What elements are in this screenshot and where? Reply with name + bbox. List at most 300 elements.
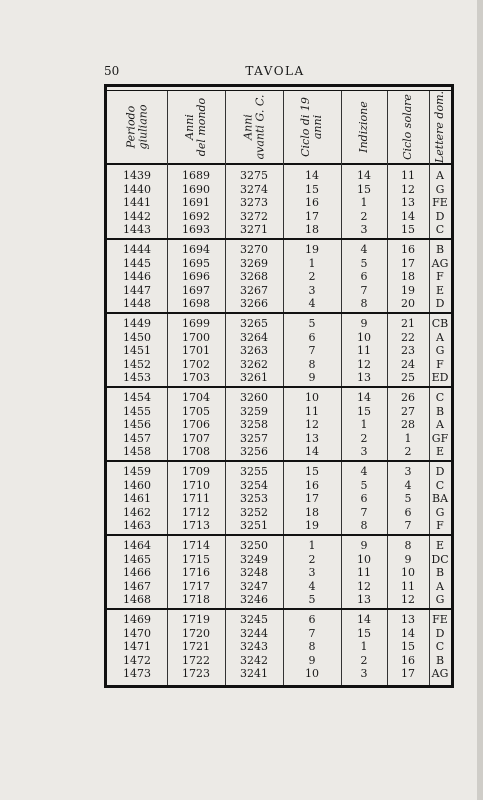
table-cell: 1709	[182, 465, 210, 478]
table-cell: FE	[432, 613, 448, 626]
table-cell: 14	[401, 209, 415, 223]
table-cell: 11	[305, 404, 319, 418]
table-cell: 13	[357, 371, 371, 385]
page-header	[104, 64, 446, 80]
table-cell: 24	[401, 357, 415, 371]
table-cell: 1	[404, 431, 412, 445]
page-number: 50	[104, 64, 120, 78]
table-cell: 3249	[240, 552, 268, 566]
table-cell: 11	[357, 566, 371, 580]
table-cell: 1451	[123, 344, 151, 358]
table-row	[107, 445, 451, 459]
table-row	[107, 627, 451, 641]
table-cell: 21	[401, 317, 415, 330]
table-row	[107, 566, 451, 580]
table-cell: 1	[360, 418, 368, 432]
table-cell: 2	[360, 431, 368, 445]
table-cell: 12	[401, 593, 415, 607]
table-cell: 3266	[240, 297, 268, 311]
column-header	[167, 91, 225, 163]
table-cell: 1450	[123, 330, 151, 344]
table-cell: 1721	[182, 640, 210, 654]
table-cell: 4	[308, 579, 316, 593]
column-header-label: Anni del mondo	[183, 97, 208, 157]
table-cell: 14	[357, 613, 371, 626]
table-cell: 14	[305, 169, 319, 182]
table-cell: 5	[404, 492, 412, 506]
table-cell: 8	[404, 539, 412, 552]
table-cell: 1712	[182, 505, 210, 519]
table-cell: 1715	[182, 552, 210, 566]
table-cell: 2	[360, 653, 368, 667]
table-cell: 13	[357, 593, 371, 607]
table-row	[107, 210, 451, 224]
table-cell: 1462	[123, 505, 151, 519]
table-cell: 3273	[240, 196, 268, 210]
table-cell: 1	[308, 256, 316, 270]
table-cell: 11	[401, 169, 415, 182]
table-cell: 1716	[182, 566, 210, 580]
table-cell: D	[435, 297, 445, 311]
table-cell: 13	[401, 613, 415, 626]
table-row	[107, 405, 451, 419]
table-cell: 1441	[123, 196, 151, 210]
table-cell: 17	[305, 492, 319, 506]
table-cell: 6	[308, 613, 316, 626]
table-cell: E	[435, 283, 445, 297]
table-cell: 1710	[182, 478, 210, 492]
table-cell: 10	[357, 330, 371, 344]
column-header-label: Ciclo di 19 anni	[299, 97, 325, 157]
table-cell: 1440	[123, 182, 151, 196]
column-header-label: Periodo giuliano	[123, 104, 149, 150]
table-cell: 3	[404, 465, 412, 478]
table-cell: 11	[357, 344, 371, 358]
page-edge	[477, 0, 483, 800]
table-cell: 18	[401, 270, 415, 284]
table-cell: 3247	[240, 579, 268, 593]
table-cell: 2	[308, 270, 316, 284]
table-cell: 1444	[123, 243, 151, 256]
table-cell: 3265	[240, 317, 268, 330]
table-cell: 10	[357, 552, 371, 566]
table-cell: 3257	[240, 431, 268, 445]
table-cell: 1701	[182, 344, 210, 358]
table-cell: A	[436, 330, 444, 344]
table-cell: C	[435, 391, 445, 404]
table-cell: 12	[357, 579, 371, 593]
table-cell: 14	[357, 169, 371, 182]
table-cell: 2	[308, 552, 316, 566]
table-cell: 5	[360, 478, 368, 492]
table-cell: 1697	[182, 283, 210, 297]
table-cell: 15	[305, 182, 319, 196]
table-cell: 1719	[182, 613, 210, 626]
table-cell: 1708	[182, 445, 210, 459]
table-cell: 9	[360, 317, 368, 330]
table-cell: 1700	[182, 330, 210, 344]
table-cell: 10	[401, 566, 415, 580]
table-cell: B	[435, 243, 445, 256]
column-header-label: Lettere dom.	[433, 90, 446, 164]
table-cell: 1706	[182, 418, 210, 432]
table-cell: 1693	[182, 223, 210, 237]
table-cell: 3243	[240, 640, 268, 654]
table-cell: 15	[357, 404, 371, 418]
group-rule	[107, 386, 451, 388]
table-cell: 1717	[182, 579, 210, 593]
table-cell: 16	[401, 653, 415, 667]
table-row	[107, 169, 451, 183]
table-cell: 3	[360, 223, 368, 237]
table-cell: 8	[308, 357, 316, 371]
table-row	[107, 418, 451, 432]
table-cell: 4	[360, 243, 368, 256]
table-row	[107, 344, 451, 358]
table-cell: E	[435, 539, 445, 552]
table-cell: 15	[401, 640, 415, 654]
table-cell: E	[435, 445, 445, 459]
table-row	[107, 465, 451, 479]
table-cell: D	[435, 209, 445, 223]
table-cell: 1722	[182, 653, 210, 667]
table-cell: 6	[360, 270, 368, 284]
table-cell: B	[435, 566, 445, 580]
table-cell: 3251	[240, 519, 268, 533]
table-cell: D	[435, 626, 445, 640]
table-row	[107, 580, 451, 594]
table-cell: C	[435, 640, 445, 654]
table-cell: A	[436, 579, 444, 593]
table-cell: 14	[357, 391, 371, 404]
table-cell: 3244	[240, 626, 268, 640]
table-cell: 1465	[123, 552, 151, 566]
column-header	[429, 91, 451, 163]
table-row	[107, 297, 451, 311]
table-cell: 3272	[240, 209, 268, 223]
table-cell: 3242	[240, 653, 268, 667]
table-cell: 1453	[123, 371, 151, 385]
table-cell: 1690	[182, 182, 210, 196]
table-cell: AG	[431, 667, 449, 681]
table-cell: 3256	[240, 445, 268, 459]
table-cell: 11	[401, 579, 415, 593]
table-cell: 7	[360, 505, 368, 519]
table-cell: 3270	[240, 243, 268, 256]
table-cell: 18	[305, 505, 319, 519]
table-cell: D	[435, 465, 445, 478]
group-rule	[107, 312, 451, 314]
table-cell: 3241	[240, 667, 268, 681]
table-cell: 1703	[182, 371, 210, 385]
table-cell: 1460	[123, 478, 151, 492]
table-cell: 1461	[123, 492, 151, 506]
table-cell: CB	[431, 317, 449, 330]
table-cell: 2	[360, 209, 368, 223]
table-cell: 14	[305, 445, 319, 459]
table-row	[107, 479, 451, 493]
table-cell: 3248	[240, 566, 268, 580]
table-cell: 6	[308, 330, 316, 344]
table-cell: 15	[357, 182, 371, 196]
table-cell: 5	[360, 256, 368, 270]
table-cell: 1464	[123, 539, 151, 552]
table-row	[107, 492, 451, 506]
table-cell: BA	[431, 492, 449, 506]
table-cell: 3271	[240, 223, 268, 237]
table-cell: 9	[404, 552, 412, 566]
column-header	[283, 91, 341, 163]
table-cell: 15	[357, 626, 371, 640]
table-cell: 1698	[182, 297, 210, 311]
table-cell: G	[435, 344, 445, 358]
table-cell: 17	[305, 209, 319, 223]
table-row	[107, 196, 451, 210]
table-cell: 1694	[182, 243, 210, 256]
table-cell: 3264	[240, 330, 268, 344]
table-cell: 3252	[240, 505, 268, 519]
group-rule	[107, 460, 451, 462]
table-cell: 26	[401, 391, 415, 404]
table-row	[107, 519, 451, 533]
table-cell: 3245	[240, 613, 268, 626]
table-cell: 1692	[182, 209, 210, 223]
column-header-label: Indizione	[357, 101, 370, 153]
header-rule	[107, 163, 451, 165]
table-cell: 3260	[240, 391, 268, 404]
table-cell: 19	[305, 243, 319, 256]
table-cell: 1471	[123, 640, 151, 654]
table-cell: 14	[401, 626, 415, 640]
table-cell: 1457	[123, 431, 151, 445]
table-cell: 1470	[123, 626, 151, 640]
table-cell: 17	[401, 256, 415, 270]
table-cell: F	[436, 270, 444, 284]
table-row	[107, 331, 451, 345]
table-cell: 3258	[240, 418, 268, 432]
table-cell: 3	[360, 445, 368, 459]
table-row	[107, 317, 451, 331]
table-cell: 1449	[123, 317, 151, 330]
table-row	[107, 358, 451, 372]
table-cell: 6	[404, 505, 412, 519]
table-cell: 7	[308, 626, 316, 640]
table-cell: 1714	[182, 539, 210, 552]
table-row	[107, 539, 451, 553]
table-cell: 1445	[123, 256, 151, 270]
table-cell: 3275	[240, 169, 268, 182]
table-cell: 9	[308, 371, 316, 385]
table-row	[107, 667, 451, 681]
table-cell: 1711	[182, 492, 210, 506]
table-cell: 3269	[240, 256, 268, 270]
table-cell: 3	[360, 667, 368, 681]
table-cell: 13	[401, 196, 415, 210]
table-cell: 27	[401, 404, 415, 418]
table-cell: 3263	[240, 344, 268, 358]
table-row	[107, 593, 451, 607]
table-cell: 1702	[182, 357, 210, 371]
column-header-label: Ciclo solare	[401, 94, 415, 160]
table-cell: 12	[401, 182, 415, 196]
table-cell: 3	[308, 283, 316, 297]
table-row	[107, 223, 451, 237]
table-cell: 16	[401, 243, 415, 256]
table-row	[107, 613, 451, 627]
table-cell: 1454	[123, 391, 151, 404]
table-cell: 7	[360, 283, 368, 297]
table-cell: ED	[431, 371, 449, 385]
table-cell: B	[435, 404, 445, 418]
table-cell: 6	[360, 492, 368, 506]
table-cell: AG	[431, 256, 449, 270]
table-cell: C	[435, 478, 445, 492]
column-header	[107, 91, 167, 163]
table-cell: 3254	[240, 478, 268, 492]
table-cell: 12	[305, 418, 319, 432]
table-cell: 1718	[182, 593, 210, 607]
table-row	[107, 553, 451, 567]
table-cell: 10	[305, 391, 319, 404]
table-row	[107, 257, 451, 271]
table-cell: 5	[308, 593, 316, 607]
table-row	[107, 506, 451, 520]
table-cell: 19	[305, 519, 319, 533]
table-cell: 1705	[182, 404, 210, 418]
table-cell: 1696	[182, 270, 210, 284]
table-row	[107, 183, 451, 197]
table-cell: 3250	[240, 539, 268, 552]
table-cell: 3262	[240, 357, 268, 371]
table-cell: 28	[401, 418, 415, 432]
table-cell: GF	[431, 431, 449, 445]
table-cell: C	[435, 223, 445, 237]
group-rule	[107, 238, 451, 240]
table-cell: 7	[308, 344, 316, 358]
table-cell: 1691	[182, 196, 210, 210]
table-row	[107, 371, 451, 385]
table-cell: 15	[305, 465, 319, 478]
table-cell: 1695	[182, 256, 210, 270]
table-cell: 8	[360, 519, 368, 533]
table-cell: 1704	[182, 391, 210, 404]
table-cell: A	[436, 418, 444, 432]
table-cell: 9	[360, 539, 368, 552]
table-cell: DC	[431, 552, 449, 566]
table-cell: 3267	[240, 283, 268, 297]
table-cell: 3	[308, 566, 316, 580]
table-cell: 3261	[240, 371, 268, 385]
calendar-table	[104, 84, 454, 688]
table-cell: B	[435, 653, 445, 667]
table-row	[107, 284, 451, 298]
table-cell: 1468	[123, 593, 151, 607]
table-row	[107, 391, 451, 405]
table-row	[107, 243, 451, 257]
table-cell: 19	[401, 283, 415, 297]
table-cell: 1473	[123, 667, 151, 681]
table-cell: 13	[305, 431, 319, 445]
table-cell: 12	[357, 357, 371, 371]
table-cell: 3259	[240, 404, 268, 418]
table-cell: 25	[401, 371, 415, 385]
table-cell: 1472	[123, 653, 151, 667]
table-cell: 1469	[123, 613, 151, 626]
table-cell: 1	[360, 640, 368, 654]
table-cell: 18	[305, 223, 319, 237]
table-cell: 1707	[182, 431, 210, 445]
table-cell: 17	[401, 667, 415, 681]
table-cell: 1463	[123, 519, 151, 533]
column-header	[387, 91, 429, 163]
column-header	[341, 91, 387, 163]
table-cell: 1466	[123, 566, 151, 580]
column-header	[225, 91, 283, 163]
column-header-label: Anni avanti G. C.	[241, 94, 267, 160]
table-cell: 16	[305, 196, 319, 210]
table-cell: 8	[308, 640, 316, 654]
table-cell: 1458	[123, 445, 151, 459]
table-cell: 1723	[182, 667, 210, 681]
table-cell: F	[436, 519, 444, 533]
table-cell: 1455	[123, 404, 151, 418]
table-cell: G	[435, 182, 445, 196]
table-cell: 1713	[182, 519, 210, 533]
table-cell: 15	[401, 223, 415, 237]
table-cell: 7	[404, 519, 412, 533]
table-cell: 1446	[123, 270, 151, 284]
table-cell: 4	[360, 465, 368, 478]
table-cell: 22	[401, 330, 415, 344]
table-cell: 1720	[182, 626, 210, 640]
table-cell: 20	[401, 297, 415, 311]
table-cell: 1467	[123, 579, 151, 593]
table-cell: 1447	[123, 283, 151, 297]
table-cell: 3268	[240, 270, 268, 284]
group-rule	[107, 534, 451, 536]
table-cell: 1456	[123, 418, 151, 432]
table-cell: 3274	[240, 182, 268, 196]
table-cell: 23	[401, 344, 415, 358]
table-cell: 1452	[123, 357, 151, 371]
table-cell: A	[436, 169, 444, 182]
table-cell: 4	[308, 297, 316, 311]
table-cell: F	[436, 357, 444, 371]
table-cell: 8	[360, 297, 368, 311]
table-cell: 1443	[123, 223, 151, 237]
table-row	[107, 654, 451, 668]
table-row	[107, 432, 451, 446]
table-cell: 1442	[123, 209, 151, 223]
table-cell: 1689	[182, 169, 210, 182]
group-rule	[107, 608, 451, 610]
table-cell: 3246	[240, 593, 268, 607]
table-cell: 2	[404, 445, 412, 459]
table-cell: 3255	[240, 465, 268, 478]
table-cell: FE	[432, 196, 448, 210]
table-cell: 1	[360, 196, 368, 210]
table-cell: 1459	[123, 465, 151, 478]
table-row	[107, 640, 451, 654]
table-cell: G	[435, 505, 445, 519]
table-cell: 9	[308, 653, 316, 667]
table-cell: 1448	[123, 297, 151, 311]
table-cell: 4	[404, 478, 412, 492]
table-cell: 1439	[123, 169, 151, 182]
table-cell: 1	[308, 539, 316, 552]
table-cell: G	[435, 593, 445, 607]
table-row	[107, 270, 451, 284]
